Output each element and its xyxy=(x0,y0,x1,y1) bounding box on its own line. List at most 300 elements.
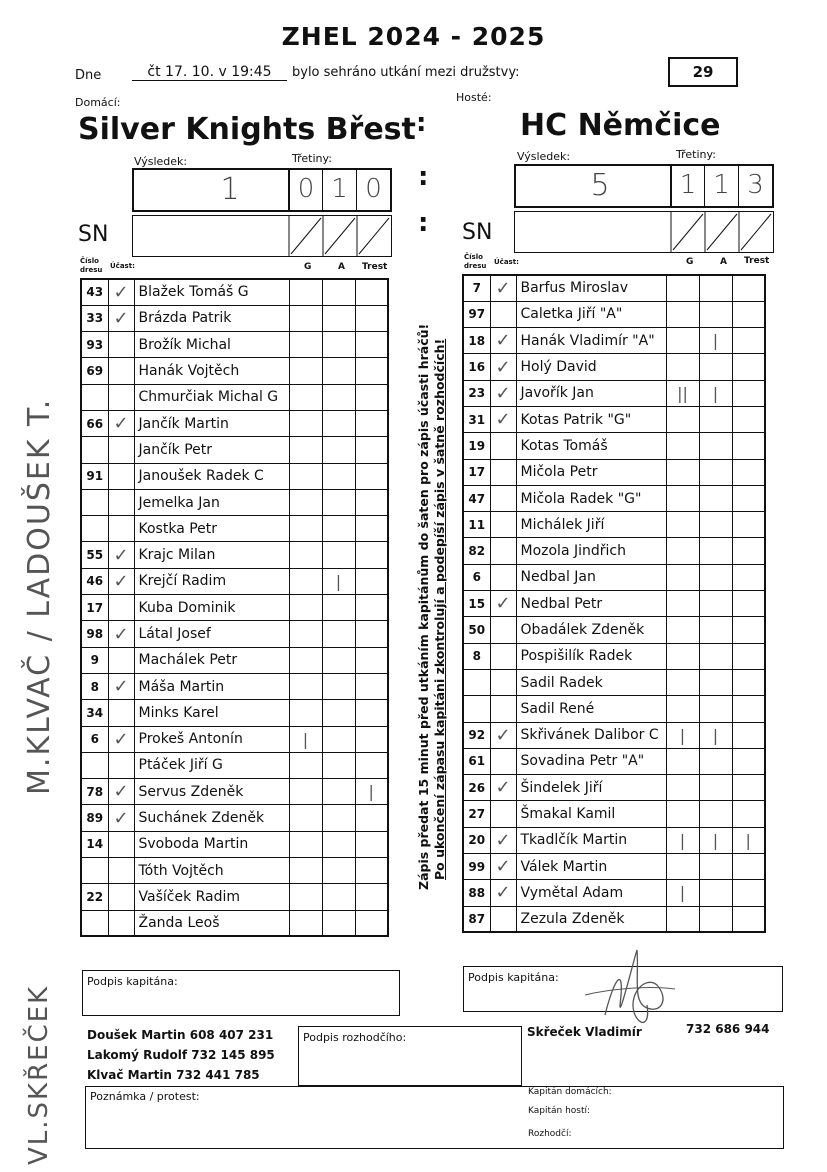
middle-note-2: Po ukončení zápasu kapitáni zkontrolují a podepíší zápis v šatně rozhodčích! xyxy=(432,338,447,880)
penalty-cell xyxy=(732,564,765,590)
attendance-mark xyxy=(490,459,516,485)
goals-cell xyxy=(666,275,699,301)
player-name: Kotas Patrik "G" xyxy=(516,406,666,432)
attendance-mark xyxy=(490,643,516,669)
player-name: Suchánek Zdeněk xyxy=(134,805,289,831)
player-name: Javořík Jan xyxy=(516,380,666,406)
goals-cell xyxy=(289,542,322,568)
match-number-box xyxy=(668,57,738,87)
goals-cell xyxy=(289,305,322,331)
assists-cell xyxy=(699,275,732,301)
referee-1: Doušek Martin 608 407 231 xyxy=(87,1028,274,1042)
penalty-cell xyxy=(732,512,765,538)
assists-cell xyxy=(322,779,355,805)
penalty-cell xyxy=(732,669,765,695)
goals-cell xyxy=(666,301,699,327)
player-number: 23 xyxy=(463,380,490,406)
attendance-mark xyxy=(108,516,134,542)
goals-cell xyxy=(289,568,322,594)
attendance-mark: ✓ xyxy=(490,722,516,748)
goals-cell: | xyxy=(666,722,699,748)
goals-cell xyxy=(666,801,699,827)
attendance-mark: ✓ xyxy=(108,621,134,647)
player-number: 20 xyxy=(463,827,490,853)
attendance-mark: ✓ xyxy=(108,410,134,436)
goals-cell xyxy=(666,354,699,380)
note-box xyxy=(85,1086,784,1149)
player-number xyxy=(81,489,108,515)
table-row xyxy=(463,512,765,538)
penalty-cell xyxy=(732,696,765,722)
goals-cell xyxy=(289,673,322,699)
player-number: 50 xyxy=(463,617,490,643)
penalty-cell xyxy=(355,410,388,436)
table-row xyxy=(463,669,765,695)
assists-cell xyxy=(699,669,732,695)
table-row xyxy=(81,595,388,621)
player-number: 61 xyxy=(463,748,490,774)
table-row xyxy=(463,564,765,590)
attendance-mark xyxy=(490,301,516,327)
table-row xyxy=(463,354,765,380)
attendance-mark xyxy=(490,564,516,590)
goals-cell xyxy=(666,669,699,695)
date-label: Dne xyxy=(75,68,102,83)
player-name: Šindelek Jiří xyxy=(516,775,666,801)
player-name: Svoboda Martin xyxy=(134,831,289,857)
player-name: Janoušek Radek C xyxy=(134,463,289,489)
goals-cell xyxy=(289,858,322,884)
attendance-mark: ✓ xyxy=(108,568,134,594)
table-row xyxy=(81,384,388,410)
player-number: 15 xyxy=(463,591,490,617)
goals-cell xyxy=(289,779,322,805)
goals-cell xyxy=(666,591,699,617)
player-name: Pospišilík Radek xyxy=(516,643,666,669)
penalty-cell xyxy=(355,910,388,936)
player-number: 17 xyxy=(463,459,490,485)
table-row xyxy=(463,591,765,617)
table-row xyxy=(81,831,388,857)
table-row xyxy=(463,643,765,669)
assists-cell xyxy=(322,489,355,515)
player-number: 97 xyxy=(463,301,490,327)
home-sn-label: SN xyxy=(78,222,109,247)
attendance-mark: ✓ xyxy=(108,805,134,831)
penalty-cell xyxy=(732,880,765,906)
attendance-mark: ✓ xyxy=(490,880,516,906)
penalty-cell xyxy=(732,643,765,669)
player-name: Mičola Radek "G" xyxy=(516,485,666,511)
away-period-1: 1 xyxy=(679,170,697,200)
assists-cell xyxy=(322,831,355,857)
referee-label: Rozhodčí: xyxy=(528,1129,572,1139)
colon-separator-2: : xyxy=(418,162,429,192)
assists-cell xyxy=(699,485,732,511)
date-field xyxy=(132,64,287,81)
assists-cell xyxy=(699,643,732,669)
played-text: bylo sehráno utkání mezi družstvy: xyxy=(292,65,520,80)
table-row xyxy=(463,906,765,932)
player-number: 43 xyxy=(81,279,108,305)
attendance-mark xyxy=(108,358,134,384)
goals-cell xyxy=(289,595,322,621)
player-number: 93 xyxy=(81,332,108,358)
goals-cell xyxy=(666,643,699,669)
home-roster-table xyxy=(80,278,389,937)
attendance-mark xyxy=(108,858,134,884)
goals-cell: | xyxy=(666,880,699,906)
penalty-cell xyxy=(732,485,765,511)
table-row xyxy=(463,801,765,827)
goals-cell xyxy=(666,328,699,354)
player-name: Barfus Miroslav xyxy=(516,275,666,301)
referee-2: Lakomý Rudolf 732 145 895 xyxy=(87,1048,275,1062)
assists-cell xyxy=(699,775,732,801)
player-number: 87 xyxy=(463,906,490,932)
penalty-cell xyxy=(732,748,765,774)
player-number: 78 xyxy=(81,779,108,805)
table-row xyxy=(463,827,765,853)
table-row xyxy=(81,516,388,542)
goals-cell: | xyxy=(666,827,699,853)
penalty-cell xyxy=(732,380,765,406)
penalty-cell xyxy=(355,831,388,857)
player-name: Brožík Michal xyxy=(134,332,289,358)
table-row xyxy=(81,673,388,699)
player-number: 9 xyxy=(81,647,108,673)
penalty-cell xyxy=(355,358,388,384)
goals-cell xyxy=(666,906,699,932)
note-label: Poznámka / protest: xyxy=(90,1090,200,1103)
table-row xyxy=(81,884,388,910)
date-value: čt 17. 10. v 19:45 xyxy=(147,64,272,80)
player-name: Nedbal Jan xyxy=(516,564,666,590)
away-captain-sign-label: Podpis kapitána: xyxy=(468,971,559,984)
referee-3: Klvač Martin 732 441 785 xyxy=(87,1068,260,1082)
penalty-cell xyxy=(355,805,388,831)
penalty-cell xyxy=(732,591,765,617)
goals-cell xyxy=(666,564,699,590)
penalty-cell xyxy=(355,516,388,542)
player-name: Žanda Leoš xyxy=(134,910,289,936)
contact-name: Skřeček Vladimír xyxy=(527,1025,642,1039)
assists-cell xyxy=(699,433,732,459)
penalty-cell: | xyxy=(355,779,388,805)
goals-cell: | xyxy=(289,726,322,752)
player-number xyxy=(81,752,108,778)
assists-cell xyxy=(699,880,732,906)
table-row xyxy=(463,538,765,564)
assists-cell xyxy=(322,910,355,936)
referee-sign-label: Podpis rozhodčího: xyxy=(303,1031,407,1044)
attendance-mark xyxy=(108,463,134,489)
away-col-g: G xyxy=(686,257,694,267)
penalty-cell xyxy=(732,354,765,380)
attendance-mark xyxy=(108,884,134,910)
attendance-mark: ✓ xyxy=(490,827,516,853)
penalty-cell xyxy=(732,801,765,827)
table-row xyxy=(81,752,388,778)
attendance-mark: ✓ xyxy=(490,775,516,801)
goals-cell xyxy=(289,516,322,542)
penalty-cell xyxy=(732,275,765,301)
table-row xyxy=(81,463,388,489)
assists-cell xyxy=(699,906,732,932)
player-number: 88 xyxy=(463,880,490,906)
table-row xyxy=(463,275,765,301)
away-periods-label: Třetiny: xyxy=(676,148,716,161)
player-name: Tkadlčík Martin xyxy=(516,827,666,853)
attendance-mark xyxy=(490,669,516,695)
home-score: 1 xyxy=(220,172,240,207)
goals-cell xyxy=(289,884,322,910)
player-name: Brázda Patrik xyxy=(134,305,289,331)
goals-cell xyxy=(289,647,322,673)
penalty-cell xyxy=(355,858,388,884)
penalty-cell xyxy=(732,538,765,564)
goals-cell xyxy=(666,406,699,432)
attendance-mark xyxy=(490,485,516,511)
table-row xyxy=(81,437,388,463)
player-name: Vymětal Adam xyxy=(516,880,666,906)
goals-cell xyxy=(666,459,699,485)
table-row xyxy=(463,696,765,722)
player-number: 27 xyxy=(463,801,490,827)
player-number: 7 xyxy=(463,275,490,301)
away-sn-slashes xyxy=(515,212,773,252)
penalty-cell xyxy=(732,617,765,643)
assists-cell xyxy=(699,801,732,827)
player-number: 99 xyxy=(463,854,490,880)
player-number: 17 xyxy=(81,595,108,621)
away-col-number: Číslo dresu xyxy=(464,253,487,270)
home-period-3: 0 xyxy=(365,174,382,204)
assists-cell xyxy=(322,332,355,358)
table-row xyxy=(81,779,388,805)
away-sn-box xyxy=(514,211,774,253)
table-row xyxy=(81,568,388,594)
home-period-2: 1 xyxy=(331,174,348,204)
colon-separator: : xyxy=(416,108,427,138)
penalty-cell xyxy=(355,279,388,305)
table-row xyxy=(463,854,765,880)
assists-cell xyxy=(699,354,732,380)
goals-cell xyxy=(289,279,322,305)
player-name: Kostka Petr xyxy=(134,516,289,542)
assists-cell xyxy=(322,384,355,410)
home-captain-sign-box xyxy=(82,970,400,1016)
player-number xyxy=(463,696,490,722)
player-number: 89 xyxy=(81,805,108,831)
goals-cell xyxy=(289,489,322,515)
goals-cell xyxy=(289,752,322,778)
goals-cell: || xyxy=(666,380,699,406)
player-name: Hanák Vojtěch xyxy=(134,358,289,384)
assists-cell xyxy=(699,748,732,774)
player-name: Šmakal Kamil xyxy=(516,801,666,827)
player-name: Servus Zdeněk xyxy=(134,779,289,805)
penalty-cell xyxy=(355,489,388,515)
player-number: 69 xyxy=(81,358,108,384)
penalty-cell xyxy=(355,305,388,331)
home-period-dividers xyxy=(288,168,392,212)
table-row xyxy=(81,726,388,752)
player-number xyxy=(81,437,108,463)
attendance-mark: ✓ xyxy=(108,279,134,305)
away-col-penalty: Trest xyxy=(744,256,770,266)
assists-cell xyxy=(699,854,732,880)
player-number xyxy=(81,910,108,936)
attendance-mark: ✓ xyxy=(108,779,134,805)
player-name: Minks Karel xyxy=(134,700,289,726)
penalty-cell xyxy=(355,647,388,673)
player-name: Nedbal Petr xyxy=(516,591,666,617)
player-number: 34 xyxy=(81,700,108,726)
attendance-mark xyxy=(108,831,134,857)
assists-cell xyxy=(322,700,355,726)
player-name: Holý David xyxy=(516,354,666,380)
home-col-number: Číslo dresu xyxy=(80,257,103,274)
goals-cell xyxy=(666,433,699,459)
table-row xyxy=(463,617,765,643)
goals-cell xyxy=(666,538,699,564)
player-number: 8 xyxy=(81,673,108,699)
attendance-mark xyxy=(490,512,516,538)
penalty-cell xyxy=(732,775,765,801)
assists-cell xyxy=(699,538,732,564)
assists-cell xyxy=(699,591,732,617)
player-name: Krajc Milan xyxy=(134,542,289,568)
assists-cell xyxy=(322,621,355,647)
attendance-mark xyxy=(490,433,516,459)
home-captain-sign-label: Podpis kapitána: xyxy=(87,975,178,988)
player-name: Jemelka Jan xyxy=(134,489,289,515)
table-row xyxy=(81,858,388,884)
away-period-dividers xyxy=(670,164,774,208)
assists-cell xyxy=(322,410,355,436)
player-number: 8 xyxy=(463,643,490,669)
table-row xyxy=(81,647,388,673)
away-period-3: 3 xyxy=(747,170,764,200)
captain-away-label: Kapitán hostí: xyxy=(528,1106,591,1116)
away-team-name: HC Němčice xyxy=(520,108,721,143)
away-result-label: Výsledek: xyxy=(517,150,571,163)
home-sn-slashes xyxy=(133,216,391,256)
attendance-mark xyxy=(108,489,134,515)
assists-cell xyxy=(322,516,355,542)
table-row xyxy=(81,910,388,936)
attendance-mark: ✓ xyxy=(490,406,516,432)
assists-cell xyxy=(322,305,355,331)
assists-cell xyxy=(322,542,355,568)
player-number: 33 xyxy=(81,305,108,331)
assists-cell xyxy=(322,805,355,831)
player-number: 47 xyxy=(463,485,490,511)
attendance-mark xyxy=(108,647,134,673)
player-number xyxy=(81,384,108,410)
captain-home-label: Kapitán domácích: xyxy=(528,1087,612,1097)
attendance-mark xyxy=(108,332,134,358)
player-number xyxy=(81,858,108,884)
player-name: Caletka Jiří "A" xyxy=(516,301,666,327)
player-number: 31 xyxy=(463,406,490,432)
goals-cell xyxy=(666,485,699,511)
penalty-cell xyxy=(355,726,388,752)
table-row xyxy=(463,406,765,432)
attendance-mark xyxy=(490,801,516,827)
attendance-mark xyxy=(490,538,516,564)
player-number: 26 xyxy=(463,775,490,801)
player-name: Válek Martin xyxy=(516,854,666,880)
assists-cell xyxy=(322,752,355,778)
penalty-cell xyxy=(355,673,388,699)
player-number: 6 xyxy=(463,564,490,590)
player-name: Zezula Zdeněk xyxy=(516,906,666,932)
attendance-mark: ✓ xyxy=(490,591,516,617)
player-number: 92 xyxy=(463,722,490,748)
penalty-cell xyxy=(732,854,765,880)
player-number: 98 xyxy=(81,621,108,647)
player-number: 46 xyxy=(81,568,108,594)
goals-cell xyxy=(289,384,322,410)
assists-cell xyxy=(699,564,732,590)
away-score: 5 xyxy=(590,168,610,203)
goals-cell xyxy=(289,700,322,726)
side-handwriting-1: M.KLVAČ / LADOUŠEK T. xyxy=(22,397,57,795)
player-name: Krejčí Radim xyxy=(134,568,289,594)
player-number: 19 xyxy=(463,433,490,459)
away-col-a: A xyxy=(720,257,727,267)
attendance-mark xyxy=(490,696,516,722)
assists-cell xyxy=(322,279,355,305)
table-row xyxy=(81,805,388,831)
player-name: Sadil Radek xyxy=(516,669,666,695)
assists-cell: | xyxy=(699,328,732,354)
attendance-mark xyxy=(108,910,134,936)
assists-cell xyxy=(322,463,355,489)
away-sn-label: SN xyxy=(462,220,493,245)
penalty-cell xyxy=(355,700,388,726)
table-row xyxy=(81,305,388,331)
player-number: 91 xyxy=(81,463,108,489)
referee-sign-box xyxy=(298,1026,522,1086)
goals-cell xyxy=(666,696,699,722)
goals-cell xyxy=(666,617,699,643)
attendance-mark xyxy=(108,752,134,778)
attendance-mark: ✓ xyxy=(108,673,134,699)
player-name: Prokeš Antonín xyxy=(134,726,289,752)
home-col-penalty: Trest xyxy=(362,262,388,272)
player-name: Tóth Vojtěch xyxy=(134,858,289,884)
goals-cell xyxy=(289,463,322,489)
player-name: Jančík Martin xyxy=(134,410,289,436)
player-name: Ptáček Jiří G xyxy=(134,752,289,778)
penalty-cell xyxy=(355,332,388,358)
assists-cell xyxy=(699,696,732,722)
assists-cell xyxy=(322,647,355,673)
player-name: Mičola Petr xyxy=(516,459,666,485)
match-number: 29 xyxy=(692,63,714,81)
table-row xyxy=(463,380,765,406)
home-periods-label: Třetiny: xyxy=(292,152,332,165)
goals-cell xyxy=(666,775,699,801)
player-name: Obadálek Zdeněk xyxy=(516,617,666,643)
penalty-cell xyxy=(355,437,388,463)
player-name: Blažek Tomáš G xyxy=(134,279,289,305)
player-number: 16 xyxy=(463,354,490,380)
attendance-mark xyxy=(490,906,516,932)
